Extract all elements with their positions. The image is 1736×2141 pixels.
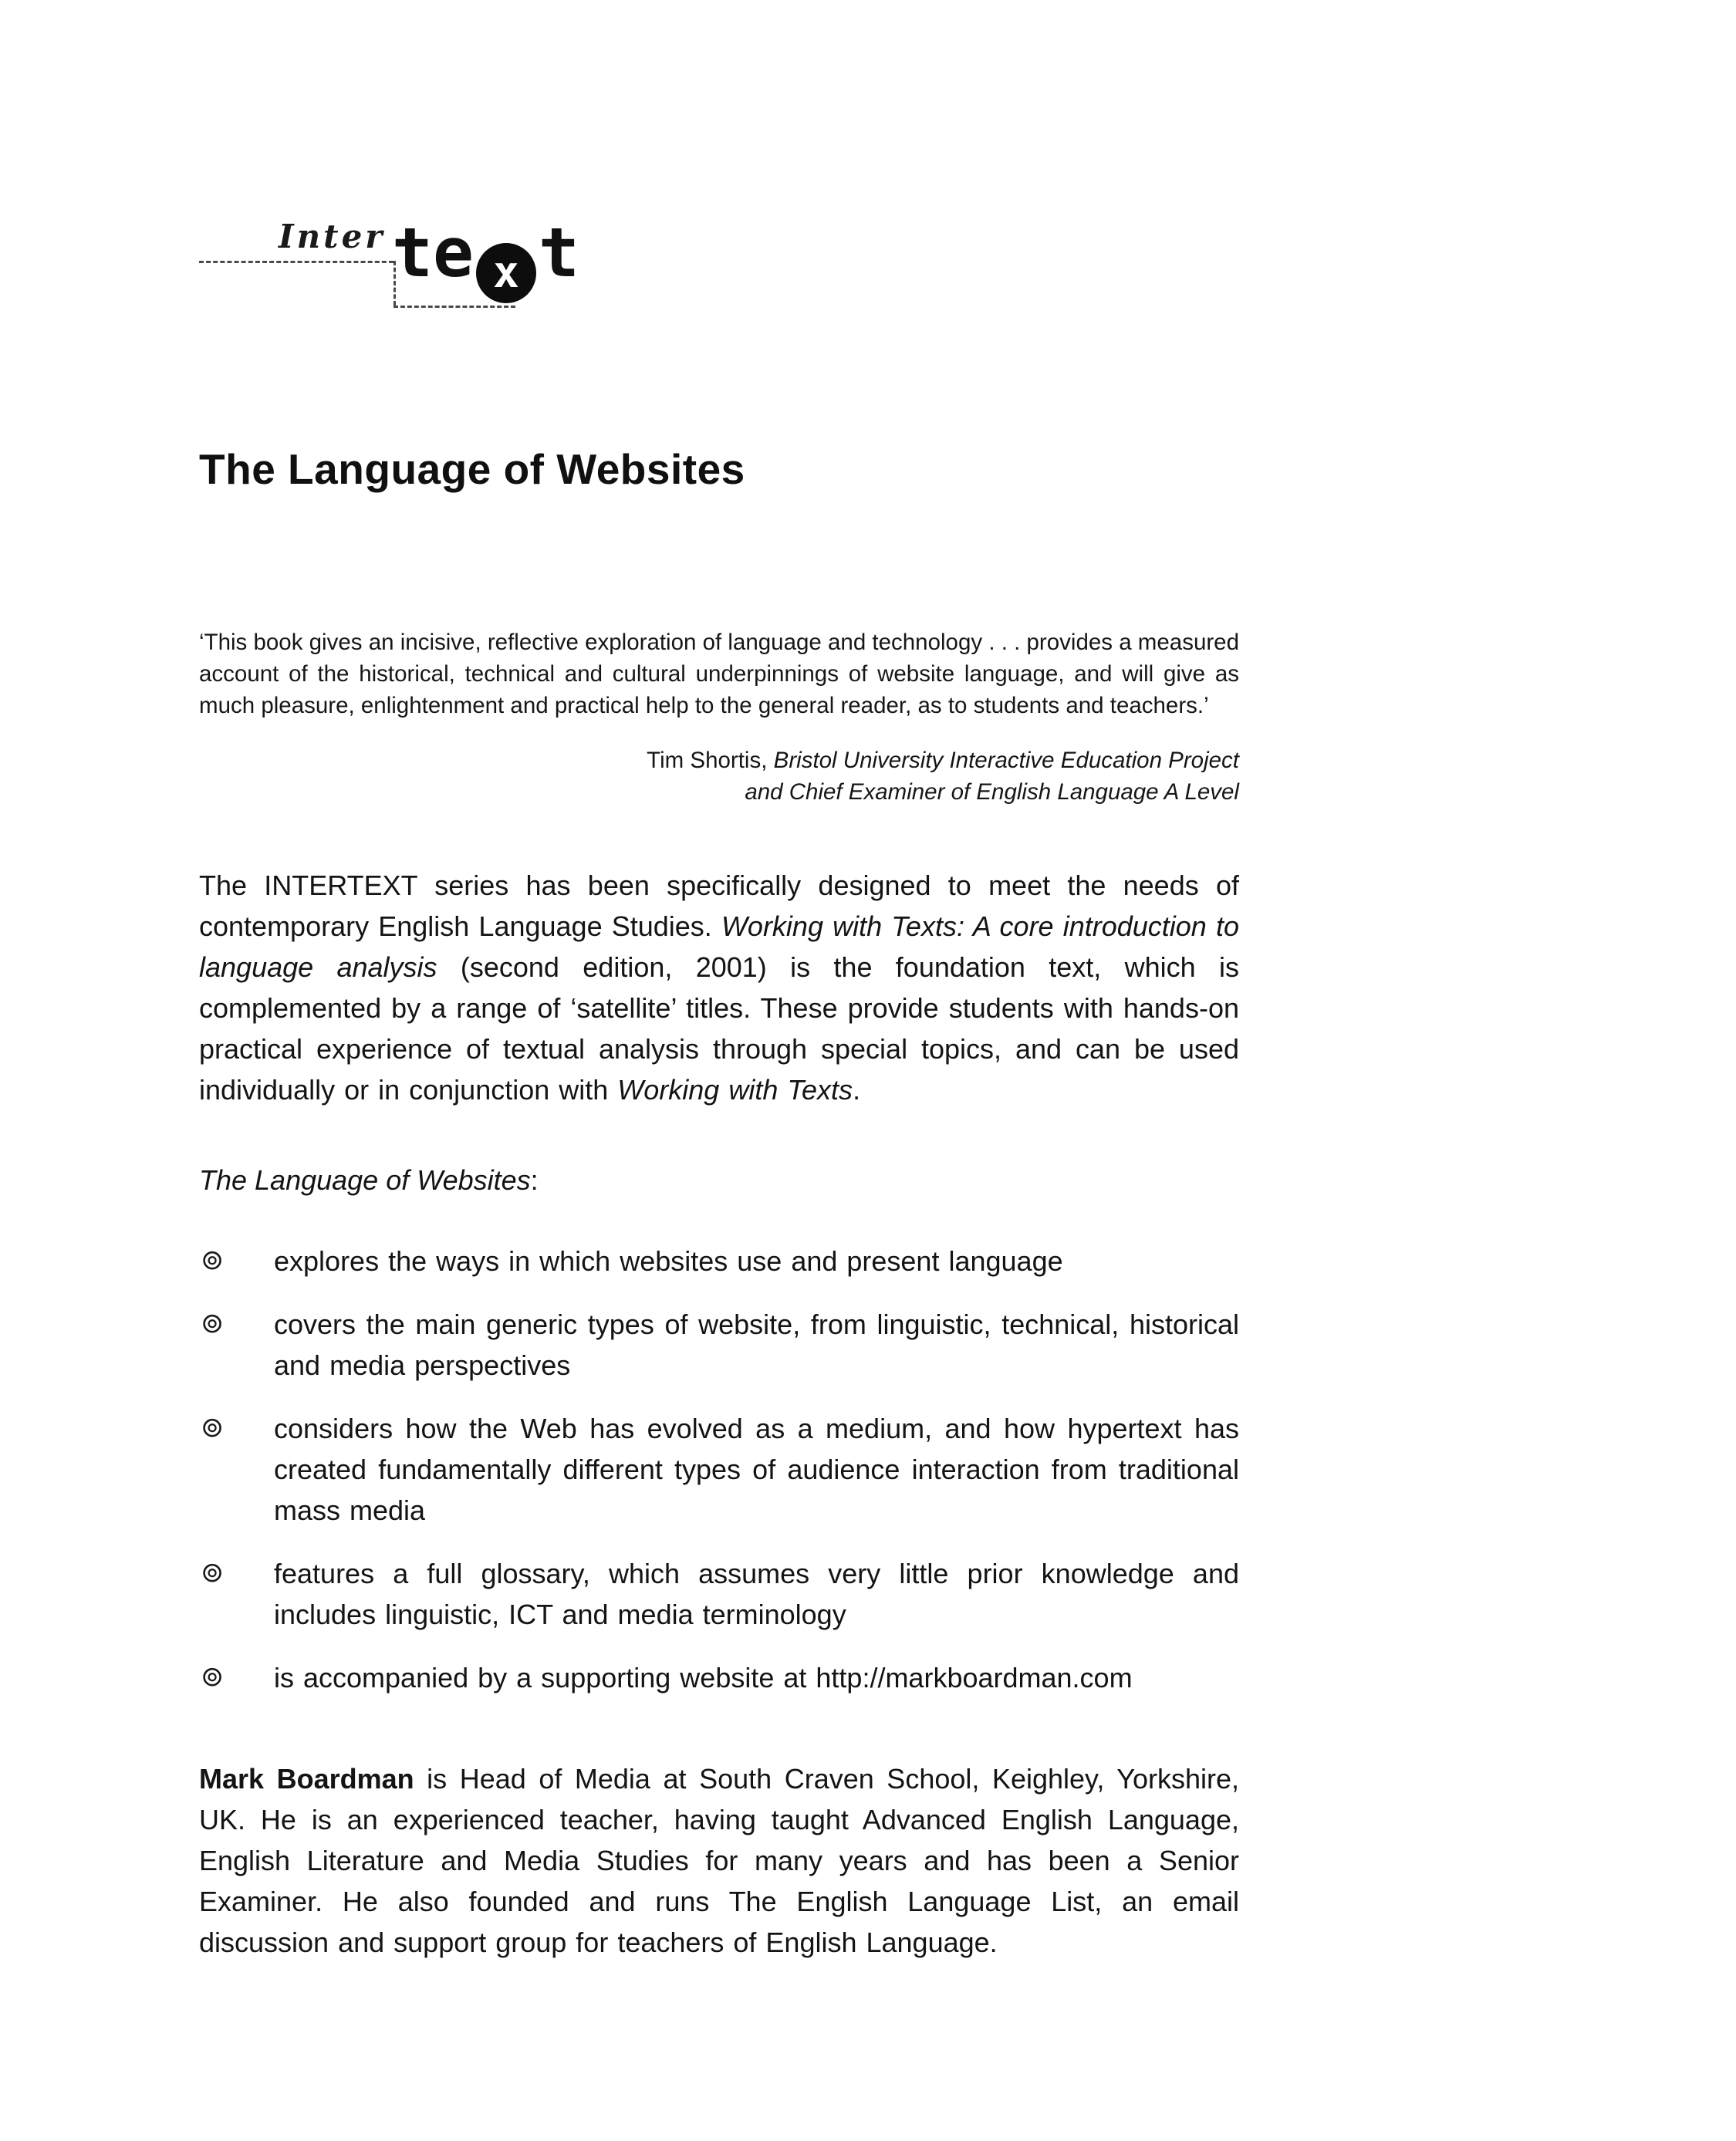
intertext-series-logo — [199, 213, 693, 319]
bullet-text-2: covers the main generic types of website, from linguistic, technical, historical and media perspectives — [274, 1308, 1239, 1381]
page-title: The Language of Websites — [199, 445, 745, 493]
attribution-name: Tim Shortis, — [647, 747, 774, 773]
intro-book-title-italic: Working with Texts: A core introduction to language analysis — [199, 910, 1239, 983]
feature-heading-colon: : — [530, 1163, 539, 1196]
intro-segment-1: The INTERTEXT series has been specifically designed to meet the needs of contemporary English Language Studies. — [199, 869, 1239, 942]
bullet-text-1: explores the ways in which websites use and present language — [274, 1244, 1063, 1277]
quote-attribution — [199, 745, 1239, 808]
logo-x-letter: x — [493, 248, 519, 298]
page-content-column — [199, 0, 1239, 1991]
bullet-item-3 — [199, 1408, 1239, 1531]
bullet-text-4: features a full glossary, which assumes very little prior knowledge and includes linguistic, ICT and media terminology — [274, 1557, 1239, 1630]
intro-segment-3: (second edition, 2001) is the foundation text, which is complemented by a range of ‘satellite’ titles. These provide students with hands-on practical experience of textual analysis through special topics, and can be used individually or in conjunction with — [199, 951, 1239, 1106]
logo-dashed-line-top — [199, 261, 393, 263]
logo-dashed-line-bottom — [393, 306, 515, 308]
spiral-bullet-icon: ⊚ — [201, 1306, 225, 1339]
attribution-affiliation: Bristol University Interactive Education Project — [773, 747, 1239, 773]
attribution-role: and Chief Examiner of English Language A Level — [745, 778, 1239, 805]
author-name: Mark Boardman — [199, 1762, 414, 1795]
review-quote-block — [199, 626, 1239, 808]
logo-inter-text: Inter — [279, 218, 386, 255]
logo-te-text: te — [392, 213, 474, 292]
spiral-bullet-icon: ⊚ — [201, 1555, 225, 1588]
bullet-item-4 — [199, 1553, 1239, 1635]
bullet-item-1 — [199, 1241, 1239, 1282]
spiral-bullet-icon: ⊚ — [201, 1660, 225, 1692]
bullet-text-3: considers how the Web has evolved as a medium, and how hypertext has created fundamentally different types of audience interaction from traditional mass media — [274, 1412, 1239, 1526]
review-quote-text: ‘This book gives an incisive, reflective exploration of language and technology . . . provides a measured account of the historical, technical and cultural underpinnings of website language, and will give as much pleasure, enlightenment and practical help to the general reader, as to students and teachers.’ — [199, 630, 1239, 718]
logo-t-text: t — [538, 213, 579, 292]
bullet-item-2 — [199, 1304, 1239, 1386]
feature-bullet-list — [199, 1241, 1239, 1698]
author-bio-paragraph — [199, 1758, 1239, 1963]
spiral-bullet-icon: ⊚ — [201, 1410, 225, 1443]
spiral-bullet-icon: ⊚ — [201, 1243, 225, 1275]
series-intro-paragraph — [199, 865, 1239, 1110]
bullet-text-5: is accompanied by a supporting website at http://markboardman.com — [274, 1661, 1133, 1694]
feature-heading-title: The Language of Websites — [199, 1163, 531, 1196]
intro-segment-5: . — [853, 1073, 861, 1106]
intro-series-title-italic: Working with Texts — [617, 1073, 853, 1106]
author-bio-text: is Head of Media at South Craven School, Keighley, Yorkshire, UK. He is an experienced teacher, having taught Advanced English Language, English Literature and Media Studies for many years and has been a Senior Examiner. He also founded and runs The English Language List, an email discussion and support group for teachers of English Language. — [199, 1762, 1239, 1958]
book-feature-heading — [199, 1160, 1239, 1201]
bullet-item-5 — [199, 1657, 1239, 1698]
logo-x-circle-icon — [476, 243, 536, 303]
logo-text-glyphs — [392, 213, 579, 303]
